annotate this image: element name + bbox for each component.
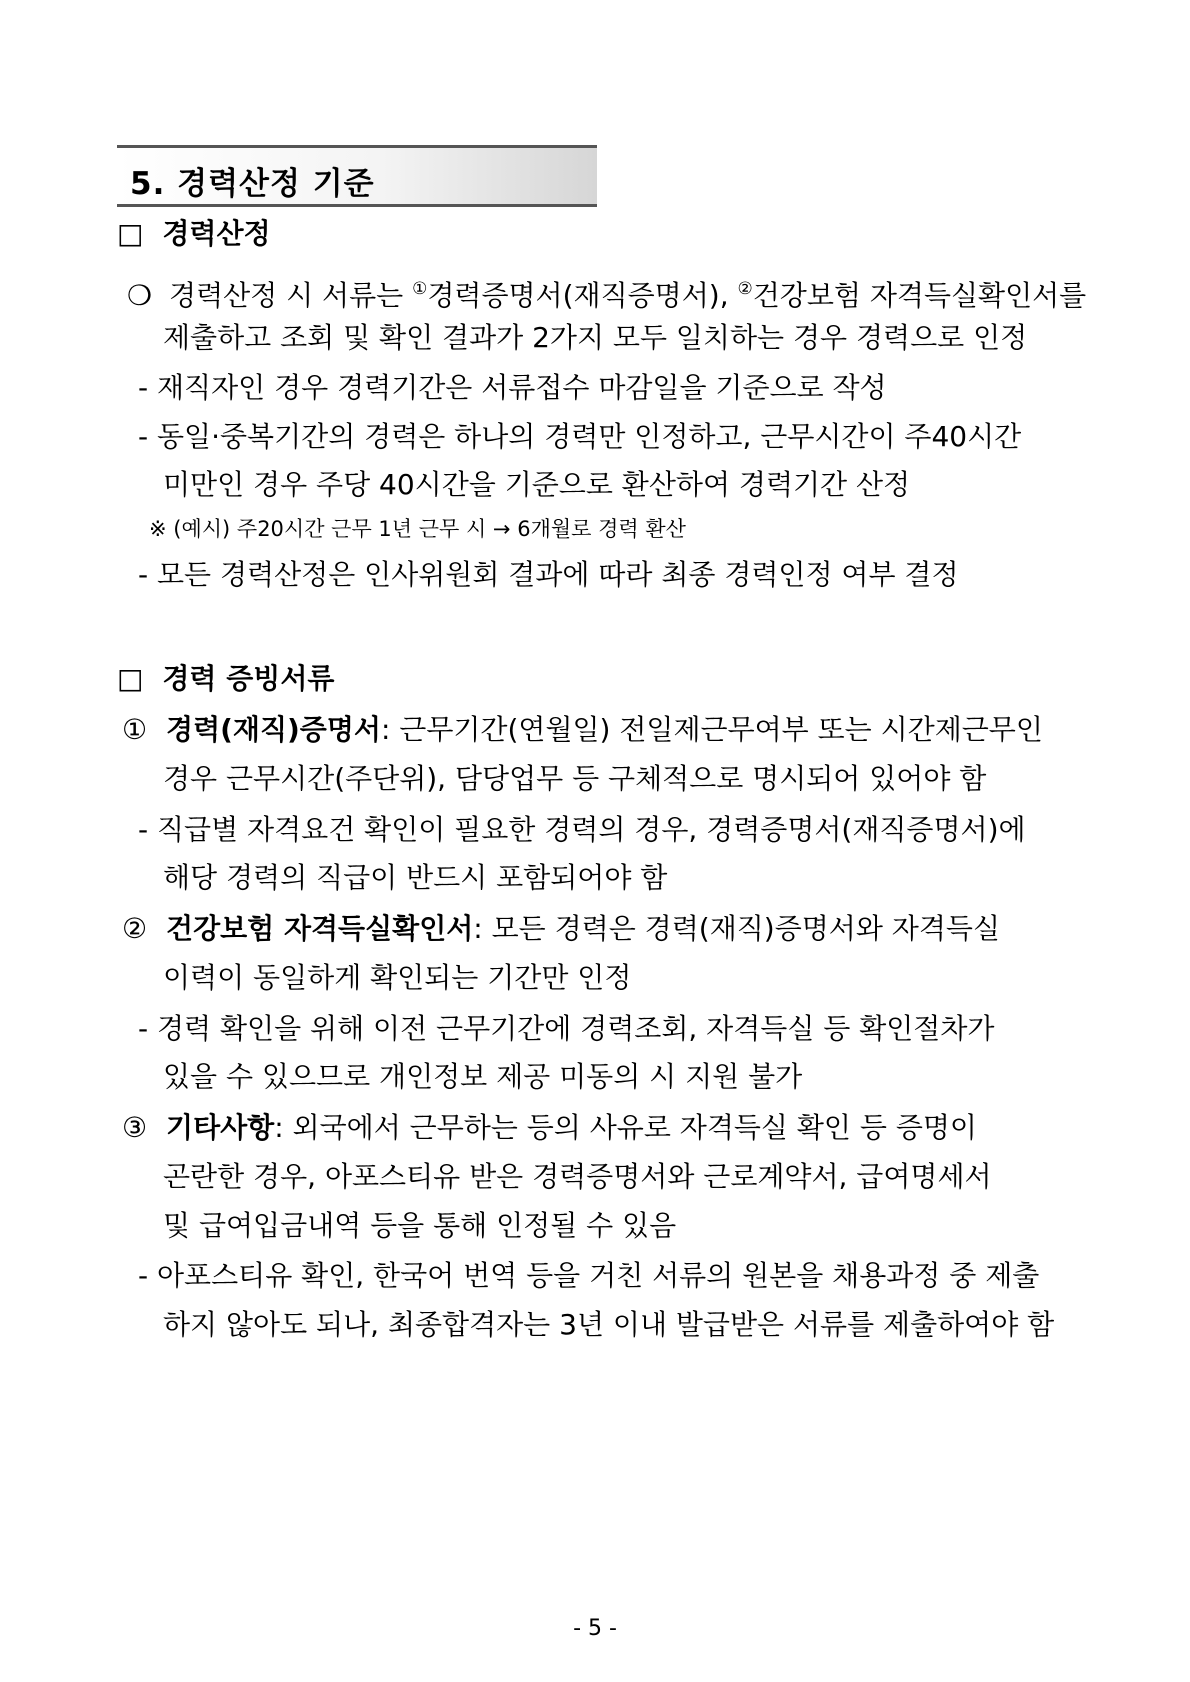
item1-title: 경력(재직)증명서 [166, 713, 381, 746]
item1-text: : 근무기간(연월일) 전일제근무여부 또는 시간제근무인 [380, 713, 1043, 746]
docs-item2-dash-line1: - 경력 확인을 위해 이전 근무기간에 경력조회, 자격득실 등 확인절차가 [138, 1012, 995, 1045]
item2-number: ② [122, 912, 148, 945]
circled-one: ① [412, 279, 428, 299]
calc-bullet-text-c: 건강보험 자격득실확인서를 [752, 279, 1087, 312]
item1-number: ① [122, 713, 148, 746]
docs-item3-line1 [122, 1110, 977, 1146]
calc-heading [117, 216, 271, 252]
docs-item1-line2: 경우 근무시간(주단위), 담당업무 등 구체적으로 명시되어 있어야 함 [163, 762, 987, 795]
docs-heading [117, 661, 334, 697]
calc-dash2-line1: - 동일·중복기간의 경력은 하나의 경력만 인정하고, 근무시간이 주40시간 [138, 420, 1022, 453]
page-number: - 5 - [573, 1616, 617, 1641]
calc-bullet-text-a: 경력산정 시 서류는 [169, 279, 413, 312]
calc-bullet-line2: 제출하고 조회 및 확인 결과가 2가지 모두 일치하는 경우 경력으로 인정 [163, 321, 1028, 354]
item2-title: 건강보험 자격득실확인서 [166, 912, 474, 945]
calc-dash2-line2: 미만인 경우 주당 40시간을 기준으로 환산하여 경력기간 산정 [163, 468, 911, 501]
docs-item2-line2: 이력이 동일하게 확인되는 기간만 인정 [163, 961, 632, 994]
calc-bullet-line1 [127, 271, 1086, 314]
item3-number: ③ [122, 1111, 148, 1144]
docs-heading-text: 경력 증빙서류 [162, 662, 335, 695]
docs-item2-line1 [122, 911, 1000, 947]
docs-item1-line1 [122, 712, 1043, 748]
checkbox-square-icon: □ [117, 662, 144, 695]
docs-item2-dash-line2: 있을 수 있으므로 개인정보 제공 미동의 시 지원 불가 [163, 1060, 803, 1093]
calc-bullet-text-b: 경력증명서(재직증명서), [427, 279, 738, 312]
circle-bullet-icon: ❍ [127, 279, 153, 312]
docs-item3-line3: 및 급여입금내역 등을 통해 인정될 수 있음 [163, 1209, 677, 1242]
calc-note: ※ (예시) 주20시간 근무 1년 근무 시 → 6개월로 경력 환산 [149, 517, 686, 541]
docs-item1-dash-line1: - 직급별 자격요건 확인이 필요한 경력의 경우, 경력증명서(재직증명서)에 [138, 813, 1026, 846]
calc-dash1: - 재직자인 경우 경력기간은 서류접수 마감일을 기준으로 작성 [138, 371, 887, 404]
docs-item3-dash-line2: 하지 않아도 되나, 최종합격자는 3년 이내 발급받은 서류를 제출하여야 함 [163, 1308, 1055, 1341]
checkbox-square-icon: □ [117, 217, 144, 250]
section-title-box [117, 145, 597, 207]
item3-title: 기타사항 [166, 1111, 275, 1144]
calc-dash3: - 모든 경력산정은 인사위원회 결과에 따라 최종 경력인정 여부 결정 [138, 558, 959, 591]
docs-item3-dash-line1: - 아포스티유 확인, 한국어 번역 등을 거친 서류의 원본을 채용과정 중 제출 [138, 1259, 1040, 1292]
section-title: 5. 경력산정 기준 [130, 166, 375, 202]
calc-heading-text: 경력산정 [162, 217, 271, 250]
item2-text: : 모든 경력은 경력(재직)증명서와 자격득실 [473, 912, 1000, 945]
docs-item3-line2: 곤란한 경우, 아포스티유 받은 경력증명서와 근로계약서, 급여명세서 [163, 1160, 992, 1193]
docs-item1-dash-line2: 해당 경력의 직급이 반드시 포함되어야 함 [163, 861, 668, 894]
item3-text: : 외국에서 근무하는 등의 사유로 자격득실 확인 등 증명이 [274, 1111, 977, 1144]
circled-two: ② [737, 279, 753, 299]
